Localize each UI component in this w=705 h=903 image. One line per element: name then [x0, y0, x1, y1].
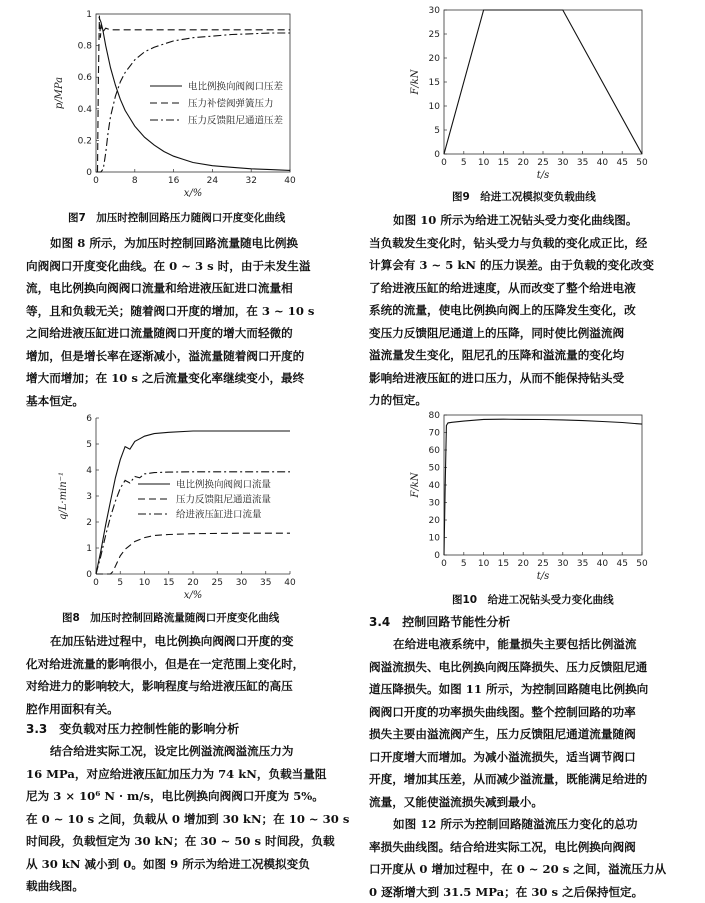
text-line: 在给进电液系统中，能量损失主要包括比例溢流	[369, 633, 687, 656]
x-tick-label: 0	[93, 578, 99, 588]
text-line: 阀阀口开度的功率损失曲线图。整个控制回路的功率	[369, 701, 687, 724]
text-line: 腔作用面积有关。	[26, 698, 338, 721]
y-tick-label: 0	[434, 551, 440, 561]
y-tick-label: 0	[86, 168, 92, 178]
x-tick-label: 25	[212, 578, 223, 588]
text-line: 增大而增加；在 10 s 之后流量变化率继续变小，最终	[26, 367, 338, 390]
text-line: 口开度增大而增加。为减小溢流损失，适当调节阀口	[369, 746, 687, 769]
x-tick-label: 35	[577, 559, 588, 569]
y-tick-label: 50	[429, 464, 441, 474]
figure-10	[400, 409, 660, 583]
x-tick-label: 15	[498, 158, 509, 168]
x-tick-label: 15	[163, 578, 174, 588]
text-line: 阀溢流损失、电比例换向阀压降损失、压力反馈阻尼通	[369, 656, 687, 679]
legend-label: 压力补偿阀弹簧压力	[188, 98, 274, 110]
y-tick-label: 0.2	[78, 136, 92, 146]
text-line: 了给进液压缸的给进速度，从而改变了整个给进电液	[369, 277, 687, 300]
text-line: 力的恒定。	[369, 389, 687, 412]
figure-7-caption: 图7 加压时控制回路压力随阀口开度变化曲线	[68, 210, 285, 225]
text-line: 等，且和负载无关；随着阀口开度的增加，在 3 ~ 10 s	[26, 300, 338, 323]
x-tick-label: 10	[478, 158, 490, 168]
x-tick-label: 20	[517, 158, 529, 168]
figure-8	[40, 412, 310, 604]
y-tick-label: 5	[434, 126, 440, 136]
text-line: 溢流量发生变化，阻尼孔的压降和溢流量的变化均	[369, 344, 687, 367]
x-tick-label: 45	[616, 158, 627, 168]
y-tick-label: 60	[429, 446, 441, 456]
x-tick-label: 40	[597, 559, 609, 569]
text-line: 如图 8 所示，为加压时控制回路流量随电比例换	[26, 232, 338, 255]
text-line: 时间段，负载恒定为 30 kN；在 30 ~ 50 s 时间段，负载	[26, 830, 338, 853]
y-tick-label: 0.8	[78, 42, 93, 52]
text-line: 计算会有 3 ~ 5 kN 的压力误差。由于负载的变化改变	[369, 254, 687, 277]
x-tick-label: 25	[537, 158, 548, 168]
legend-label: 电比例换向阀阀口流量	[176, 479, 272, 491]
figure-10-caption: 图10 给进工况钻头受力变化曲线	[452, 592, 614, 607]
y-tick-label: 30	[429, 6, 441, 16]
text-line: 之间给进液压缸进口流量随阀口开度的增大而轻微的	[26, 322, 338, 345]
section-heading-3-3: 3.3 变负载对压力控制性能的影响分析	[26, 720, 239, 737]
text-line: 从 30 kN 减小到 0。如图 9 所示为给进工况模拟变负	[26, 853, 338, 876]
y-tick-label: 5	[86, 440, 92, 450]
text-line: 尼为 3 × 10⁶ N · m/s，电比例换向阀阀口开度为 5%。	[26, 785, 338, 808]
y-tick-label: 20	[429, 516, 441, 526]
x-tick-label: 5	[117, 578, 123, 588]
text-line: 在加压钻进过程中，电比例换向阀阀口开度的变	[26, 630, 338, 653]
x-tick-label: 24	[207, 176, 219, 186]
y-tick-label: 40	[429, 481, 441, 491]
y-axis-label: F/kN	[410, 471, 421, 498]
x-tick-label: 15	[498, 559, 509, 569]
x-tick-label: 45	[616, 559, 627, 569]
y-tick-label: 0.6	[78, 73, 93, 83]
x-tick-label: 20	[187, 578, 199, 588]
x-axis-label: x/%	[184, 590, 203, 601]
figure-7	[40, 4, 310, 206]
x-tick-label: 30	[557, 559, 569, 569]
legend-label: 给进液压缸进口流量	[176, 509, 262, 521]
text-line: 0 逐渐增大到 31.5 MPa；在 30 s 之后保持恒定。	[369, 881, 687, 903]
y-tick-label: 15	[429, 78, 440, 88]
y-tick-label: 0.4	[78, 105, 93, 115]
x-tick-label: 8	[132, 176, 138, 186]
y-tick-label: 25	[429, 30, 440, 40]
x-tick-label: 0	[441, 158, 447, 168]
figure-7-chart	[40, 4, 310, 206]
y-tick-label: 80	[429, 411, 441, 421]
text-line: 道压降损失。如图 11 所示，为控制回路随电比例换向	[369, 678, 687, 701]
y-tick-label: 20	[429, 54, 441, 64]
text-line: 流量，又能使溢流损失减到最小。	[369, 791, 687, 814]
right-paragraph-2	[369, 633, 687, 813]
text-line: 变压力反馈阻尼通道上的压降，同时使比例溢流阀	[369, 322, 687, 345]
x-tick-label: 5	[461, 559, 467, 569]
text-line: 化对给进流量的影响很小，但是在一定范围上变化时，	[26, 653, 338, 676]
series-line-1	[99, 17, 290, 170]
left-paragraph-1	[26, 232, 338, 412]
y-tick-label: 0	[86, 570, 92, 580]
x-tick-label: 50	[636, 158, 648, 168]
text-line: 当负载发生变化时，钻头受力与负载的变化成正比，经	[369, 232, 687, 255]
x-tick-label: 0	[93, 176, 99, 186]
plot-frame	[444, 415, 642, 555]
text-line: 损失主要由溢流阀产生，压力反馈阻尼通道流量随阀	[369, 723, 687, 746]
text-line: 载曲线图。	[26, 875, 338, 898]
x-tick-label: 40	[284, 176, 296, 186]
x-tick-label: 5	[461, 158, 467, 168]
y-axis-label: q/L·min⁻¹	[58, 472, 69, 520]
y-tick-label: 10	[429, 534, 441, 544]
x-tick-label: 40	[284, 578, 296, 588]
left-paragraph-3	[26, 740, 338, 898]
y-tick-label: 4	[86, 466, 92, 476]
y-tick-label: 6	[86, 414, 92, 424]
series-line-2	[96, 533, 290, 574]
figure-9	[400, 2, 660, 180]
y-tick-label: 3	[86, 492, 92, 502]
text-line: 向阀阀口开度变化曲线。在 0 ~ 3 s 时，由于未发生溢	[26, 255, 338, 278]
text-line: 口开度从 0 增加过程中，在 0 ~ 20 s 之间，溢流压力从	[369, 858, 687, 881]
text-line: 16 MPa，对应给进液压缸加压力为 74 kN，负载当量阻	[26, 763, 338, 786]
figure-8-caption: 图8 加压时控制回路流量随阀口开度变化曲线	[62, 610, 279, 625]
text-line: 在 0 ~ 10 s 之间，负载从 0 增加到 30 kN；在 10 ~ 30 s	[26, 808, 338, 831]
legend-label: 压力反馈阻尼通道压差	[188, 115, 284, 127]
text-line: 基本恒定。	[26, 390, 338, 413]
x-tick-label: 50	[636, 559, 648, 569]
figure-8-chart	[40, 412, 310, 604]
left-paragraph-2	[26, 630, 338, 720]
text-line: 开度，增加其压差，从而减少溢流量，既能满足给进的	[369, 768, 687, 791]
x-axis-label: x/%	[184, 188, 203, 199]
section-heading-3-4: 3.4 控制回路节能性分析	[369, 613, 510, 630]
x-tick-label: 10	[478, 559, 490, 569]
series-line-1	[444, 419, 642, 555]
figure-9-chart	[400, 2, 660, 180]
x-tick-label: 10	[139, 578, 151, 588]
right-paragraph-1	[369, 209, 687, 412]
text-line: 如图 10 所示为给进工况钻头受力变化曲线图。	[369, 209, 687, 232]
y-tick-label: 2	[86, 518, 92, 528]
x-tick-label: 35	[577, 158, 588, 168]
figure-10-chart	[400, 409, 660, 583]
text-line: 如图 12 所示为控制回路随溢流压力变化的总功	[369, 813, 687, 836]
x-axis-label: t/s	[537, 571, 550, 582]
x-tick-label: 16	[168, 176, 180, 186]
plot-frame	[444, 10, 642, 154]
y-tick-label: 1	[86, 544, 92, 554]
x-tick-label: 35	[260, 578, 271, 588]
text-line: 系统的流量，使电比例换向阀上的压降发生变化，改	[369, 299, 687, 322]
x-tick-label: 30	[236, 578, 248, 588]
text-line: 影响给进液压缸的进口压力，从而不能保持钻头受	[369, 367, 687, 390]
y-tick-label: 1	[86, 10, 92, 20]
x-axis-label: t/s	[537, 170, 550, 181]
series-line-1	[444, 10, 642, 154]
x-tick-label: 32	[245, 176, 256, 186]
y-tick-label: 70	[429, 429, 441, 439]
figure-9-caption: 图9 给进工况模拟变负载曲线	[452, 189, 596, 204]
x-tick-label: 25	[537, 559, 548, 569]
text-line: 率损失曲线图。结合给进实际工况，电比例换向阀阀	[369, 836, 687, 859]
y-tick-label: 0	[434, 150, 440, 160]
legend-label: 压力反馈阻尼通道流量	[176, 494, 272, 506]
x-tick-label: 40	[597, 158, 609, 168]
y-axis-label: F/kN	[410, 68, 421, 95]
y-axis-label: p/MPa	[54, 77, 65, 109]
legend-label: 电比例换向阀阀口压差	[188, 81, 284, 93]
text-line: 增加，但是增长率在逐渐减小，溢流量随着阀口开度的	[26, 345, 338, 368]
text-line: 对给进力的影响较大，影响程度与给进液压缸的高压	[26, 675, 338, 698]
x-tick-label: 20	[517, 559, 529, 569]
text-line: 流，电比例换向阀阀口流量和给进液压缸进口流量相	[26, 277, 338, 300]
x-tick-label: 30	[557, 158, 569, 168]
right-paragraph-3	[369, 813, 687, 903]
y-tick-label: 10	[429, 102, 441, 112]
series-line-2	[98, 16, 291, 172]
y-tick-label: 30	[429, 499, 441, 509]
text-line: 结合给进实际工况，设定比例溢流阀溢流压力为	[26, 740, 338, 763]
x-tick-label: 0	[441, 559, 447, 569]
